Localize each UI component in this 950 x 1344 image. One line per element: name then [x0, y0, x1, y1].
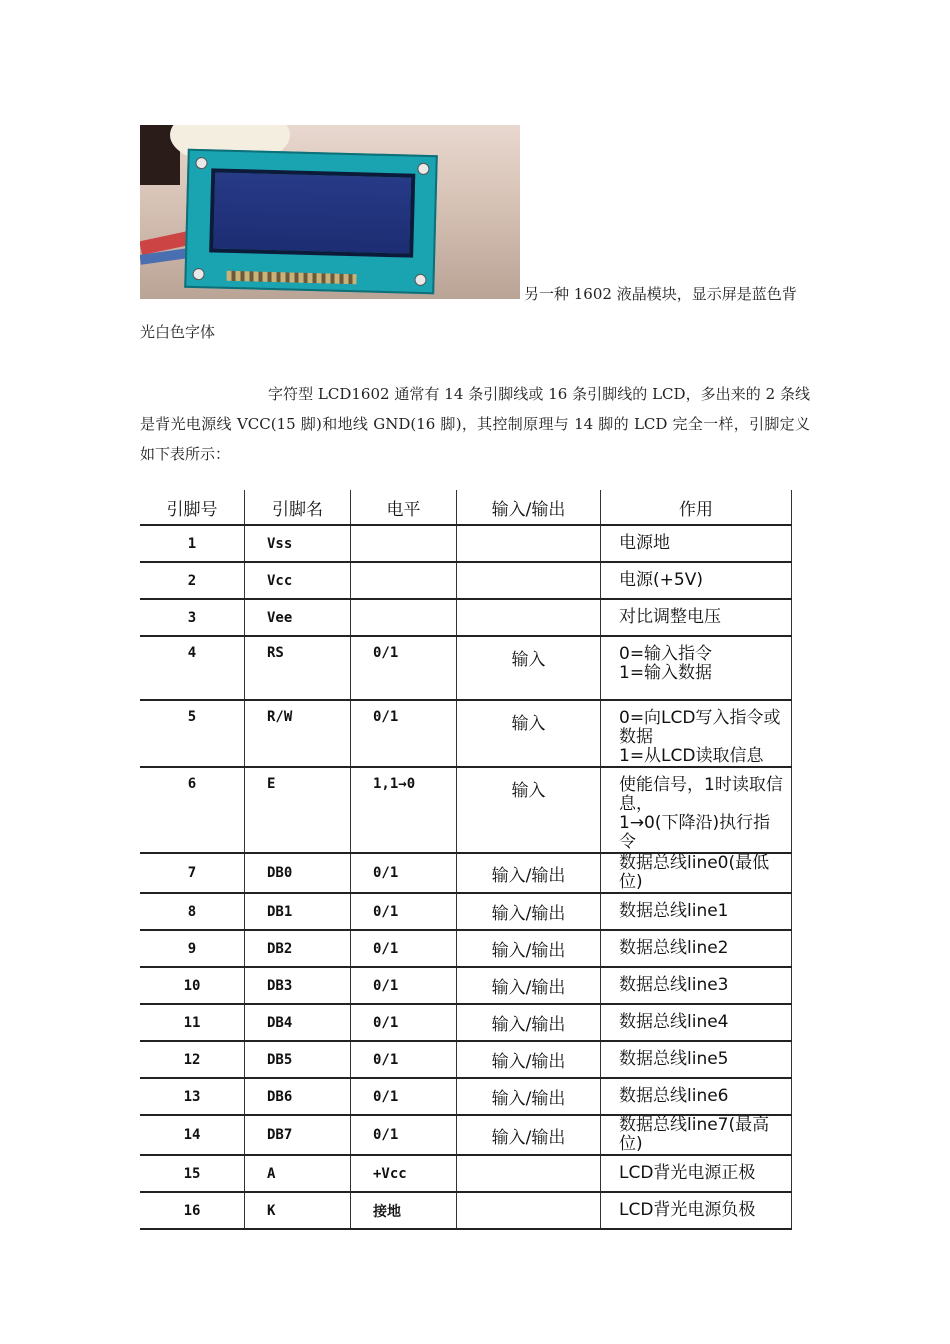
function-line1: 电源(+5V)	[619, 570, 703, 590]
pin-number-cell: 10	[140, 967, 245, 1004]
function-cell	[601, 700, 792, 767]
level-cell	[351, 525, 457, 562]
table-header-row	[140, 490, 792, 525]
function-line1: 使能信号，1时读取信息，	[619, 775, 783, 814]
pin-name-cell: RS	[245, 636, 351, 700]
pin-name-cell: DB0	[245, 853, 351, 893]
function-cell	[601, 967, 792, 1004]
pin-name-cell: DB3	[245, 967, 351, 1004]
function-cell	[601, 636, 792, 700]
function-line1: 数据总线line1	[619, 901, 729, 921]
function-cell	[601, 562, 792, 599]
table-row	[140, 1155, 792, 1192]
photo-caption-line1: 另一种 1602 液晶模块，显示屏是蓝色背	[524, 285, 797, 303]
pin-name-cell: Vee	[245, 599, 351, 636]
pin-name-cell: A	[245, 1155, 351, 1192]
pin-number-cell: 9	[140, 930, 245, 967]
io-cell: 输入/输出	[457, 1004, 601, 1041]
function-line1: LCD背光电源负极	[619, 1200, 756, 1220]
table-row	[140, 636, 792, 700]
function-line1: 数据总线line7(最高位)	[619, 1115, 770, 1154]
pin-number-cell: 8	[140, 893, 245, 930]
table-row	[140, 1115, 792, 1155]
function-cell	[601, 1078, 792, 1115]
table-row	[140, 1192, 792, 1229]
io-cell	[457, 525, 601, 562]
table-row	[140, 853, 792, 893]
level-cell: 0/1	[351, 930, 457, 967]
io-cell: 输入	[457, 700, 601, 767]
pin-name-cell: DB6	[245, 1078, 351, 1115]
level-cell: 0/1	[351, 1115, 457, 1155]
io-cell	[457, 1155, 601, 1192]
pin-number-cell: 12	[140, 1041, 245, 1078]
pin-name-cell: DB1	[245, 893, 351, 930]
level-cell: 0/1	[351, 853, 457, 893]
function-cell	[601, 767, 792, 853]
level-cell	[351, 562, 457, 599]
function-line1: 数据总线line0(最低位)	[619, 853, 770, 892]
pin-name-cell: DB7	[245, 1115, 351, 1155]
level-cell	[351, 599, 457, 636]
table-row	[140, 967, 792, 1004]
pin-number-cell: 1	[140, 525, 245, 562]
table-row	[140, 1078, 792, 1115]
function-cell	[601, 1192, 792, 1229]
pin-name-cell: DB2	[245, 930, 351, 967]
table-row	[140, 767, 792, 853]
intro-paragraph: 字符型 LCD1602 通常有 14 条引脚线或 16 条引脚线的 LCD，多出来的 2 条线是背光电源线 VCC(15 脚)和地线 GND(16 脚)，其控制原理与 14 脚的 LCD 完全一样，引脚定义如下表所示：	[140, 385, 810, 463]
level-cell: +Vcc	[351, 1155, 457, 1192]
table-row	[140, 930, 792, 967]
io-cell	[457, 562, 601, 599]
level-cell: 0/1	[351, 1041, 457, 1078]
pin-name-cell: Vss	[245, 525, 351, 562]
mount-hole	[195, 157, 207, 169]
pin-number-cell: 7	[140, 853, 245, 893]
lcd-module-photo	[140, 125, 520, 299]
io-cell	[457, 1192, 601, 1229]
level-cell: 0/1	[351, 967, 457, 1004]
function-line2: 1→0(下降沿)执行指令	[619, 813, 771, 852]
level-cell: 接地	[351, 1192, 457, 1229]
function-line1: 对比调整电压	[619, 607, 721, 627]
function-cell	[601, 1004, 792, 1041]
table-row	[140, 1004, 792, 1041]
function-cell	[601, 599, 792, 636]
pin-number-cell: 3	[140, 599, 245, 636]
io-cell: 输入/输出	[457, 1115, 601, 1155]
pin-definition-table	[140, 490, 792, 1230]
pin-name-cell: K	[245, 1192, 351, 1229]
pin-name-cell: E	[245, 767, 351, 853]
header-pin-name: 引脚名	[245, 490, 351, 525]
pin-number-cell: 6	[140, 767, 245, 853]
table-row	[140, 525, 792, 562]
function-line1: 0=向LCD写入指令或数据	[619, 708, 781, 747]
mount-hole	[192, 268, 204, 280]
photo-caption-line2: 光白色字体	[140, 323, 216, 341]
level-cell: 1,1→0	[351, 767, 457, 853]
table-row	[140, 599, 792, 636]
io-cell: 输入/输出	[457, 853, 601, 893]
function-cell	[601, 893, 792, 930]
mount-hole	[414, 274, 426, 286]
pin-number-cell: 14	[140, 1115, 245, 1155]
function-line1: 数据总线line6	[619, 1086, 729, 1106]
function-cell	[601, 1155, 792, 1192]
function-cell	[601, 930, 792, 967]
pin-name-cell: Vcc	[245, 562, 351, 599]
table-row	[140, 893, 792, 930]
pin-name-cell: R/W	[245, 700, 351, 767]
io-cell: 输入/输出	[457, 930, 601, 967]
pin-name-cell: DB4	[245, 1004, 351, 1041]
lcd-screen	[209, 168, 415, 257]
table-row	[140, 562, 792, 599]
lcd-board	[184, 149, 438, 294]
pin-name-cell: DB5	[245, 1041, 351, 1078]
pin-number-cell: 11	[140, 1004, 245, 1041]
io-cell: 输入	[457, 767, 601, 853]
function-line1: 0=输入指令	[619, 644, 713, 664]
header-function: 作用	[601, 490, 792, 525]
table-body	[140, 525, 792, 1229]
io-cell: 输入/输出	[457, 893, 601, 930]
header-level: 电平	[351, 490, 457, 525]
pin-number-cell: 2	[140, 562, 245, 599]
function-line1: 数据总线line3	[619, 975, 729, 995]
mount-hole	[417, 163, 429, 175]
level-cell: 0/1	[351, 893, 457, 930]
function-line1: 电源地	[619, 533, 670, 553]
function-cell	[601, 525, 792, 562]
pin-number-cell: 15	[140, 1155, 245, 1192]
function-line1: 数据总线line5	[619, 1049, 729, 1069]
pin-number-cell: 5	[140, 700, 245, 767]
table-row	[140, 1041, 792, 1078]
function-cell	[601, 853, 792, 893]
level-cell: 0/1	[351, 1004, 457, 1041]
level-cell: 0/1	[351, 636, 457, 700]
pin-number-cell: 13	[140, 1078, 245, 1115]
function-line1: 数据总线line4	[619, 1012, 729, 1032]
io-cell: 输入/输出	[457, 967, 601, 1004]
level-cell: 0/1	[351, 700, 457, 767]
io-cell: 输入	[457, 636, 601, 700]
io-cell: 输入/输出	[457, 1041, 601, 1078]
function-line2: 1=输入数据	[619, 663, 713, 683]
pin-number-cell: 4	[140, 636, 245, 700]
function-cell	[601, 1115, 792, 1155]
pin-number-cell: 16	[140, 1192, 245, 1229]
table-row	[140, 700, 792, 767]
pin-header	[226, 271, 356, 284]
function-line2: 1=从LCD读取信息	[619, 746, 764, 766]
header-io: 输入/输出	[457, 490, 601, 525]
io-cell	[457, 599, 601, 636]
function-cell	[601, 1041, 792, 1078]
level-cell: 0/1	[351, 1078, 457, 1115]
io-cell: 输入/输出	[457, 1078, 601, 1115]
function-line1: 数据总线line2	[619, 938, 729, 958]
function-line1: LCD背光电源正极	[619, 1163, 756, 1183]
header-pin-no: 引脚号	[140, 490, 245, 525]
